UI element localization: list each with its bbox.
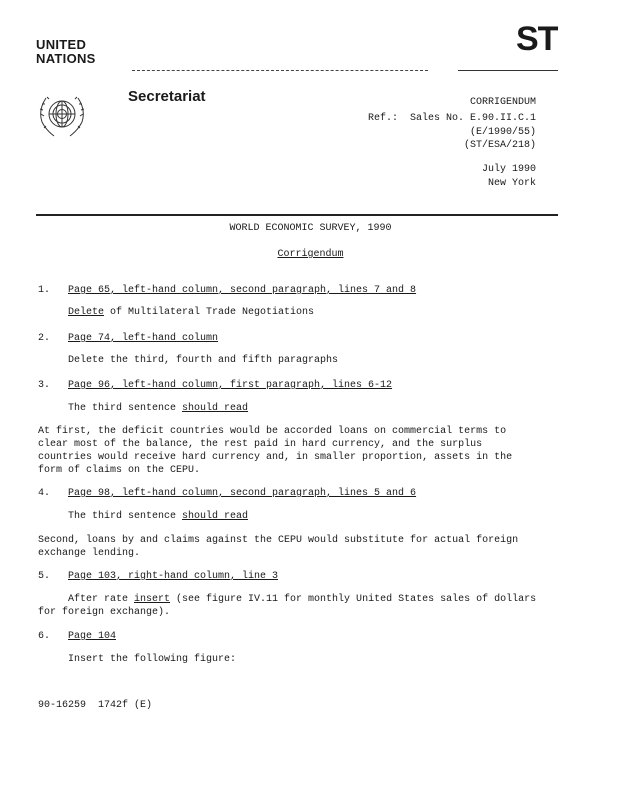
document-symbol: ST	[516, 20, 558, 58]
replacement-text	[38, 534, 518, 560]
item-instruction: After rate insert (see figure IV.11 for monthly United States sales of dollars	[68, 594, 537, 605]
item-number: 6.	[38, 631, 51, 642]
document-number: 90-16259 1742f (E)	[38, 700, 153, 711]
org-name-line2: NATIONS	[36, 51, 96, 66]
org-name-line1: UNITED	[36, 37, 87, 52]
document-subtitle: Corrigendum	[277, 249, 344, 260]
date: July 1990	[481, 164, 536, 175]
reference-line	[330, 112, 536, 125]
doc-type: CORRIGENDUM	[469, 97, 536, 108]
document-title: WORLD ECONOMIC SURVEY, 1990	[229, 223, 392, 234]
item-number: 1.	[38, 285, 51, 296]
item-instruction-continued: for foreign exchange).	[38, 607, 171, 618]
ref-label: Ref.:	[367, 113, 398, 124]
item-instruction: Insert the following figure:	[68, 654, 237, 665]
secretariat-heading: Secretariat	[128, 88, 206, 105]
text-line: exchange lending.	[38, 548, 141, 559]
item-heading: Page 96, left-hand column, first paragraph, lines 6-12	[68, 380, 393, 391]
item-heading: Page 104	[68, 631, 117, 642]
item-number: 5.	[38, 571, 51, 582]
item-heading: Page 98, left-hand column, second paragraph, lines 5 and 6	[68, 488, 417, 499]
header-divider	[36, 214, 558, 216]
item-number: 2.	[38, 333, 51, 344]
ref-code-1: (E/1990/55)	[469, 127, 536, 138]
header-rule-left	[132, 70, 428, 71]
item-heading: Page 65, left-hand column, second paragraph, lines 7 and 8	[68, 285, 417, 296]
ref-code-2: (ST/ESA/218)	[463, 140, 536, 151]
un-emblem-icon	[32, 84, 92, 144]
ref-sales-number: Sales No. E.90.II.C.1	[409, 113, 536, 124]
item-number: 3.	[38, 380, 51, 391]
text-line: clear most of the balance, the rest paid in hard currency, and the surplus	[38, 439, 483, 450]
replacement-text	[38, 425, 512, 477]
item-number: 4.	[38, 488, 51, 499]
item-heading: Page 74, left-hand column	[68, 333, 219, 344]
item-instruction: Delete the third, fourth and fifth paragraphs	[68, 355, 339, 366]
header-rule-right	[458, 70, 558, 71]
org-name	[36, 38, 96, 66]
text-line: At first, the deficit countries would be accorded loans on commercial terms to	[38, 426, 507, 437]
text-line: form of claims on the CEPU.	[38, 465, 201, 476]
item-heading: Page 103, right-hand column, line 3	[68, 571, 279, 582]
item-instruction: The third sentence should read	[68, 511, 249, 522]
item-instruction: Delete of Multilateral Trade Negotiations	[68, 307, 315, 318]
place: New York	[487, 178, 536, 189]
text-line: Second, loans by and claims against the CEPU would substitute for actual foreign	[38, 535, 519, 546]
text-line: countries would receive hard currency and, in smaller proportion, assets in the	[38, 452, 513, 463]
item-instruction: The third sentence should read	[68, 403, 249, 414]
